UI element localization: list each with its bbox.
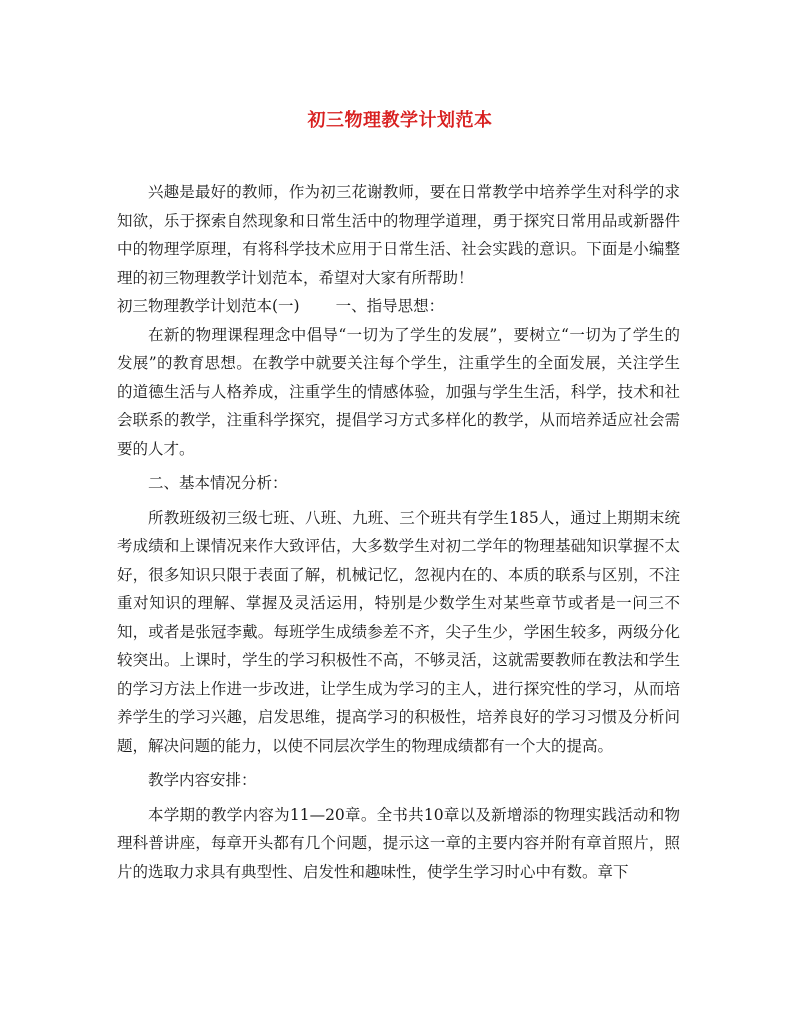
section-title: 初三物理教学计划范本(一) — [117, 297, 300, 315]
heading-guiding-ideology: 一、指导思想： — [335, 297, 445, 315]
intro-paragraph: 兴趣是最好的教师，作为初三花谢教师，要在日常教学中培养学生对科学的求知欲，乐于探索自然现象和日常生活中的物理学道理，勇于探究日常用品或新器件中的物理学原理，有将科学技术应用于日常生活、社会实践的意识。下面是小编整理的初三物理教学计划范本，希望对大家有所帮助！ — [117, 183, 680, 287]
heading-situation-analysis: 二、基本情况分析： — [148, 474, 288, 492]
content-arrangement-paragraph: 本学期的教学内容为11—20章。全书共10章以及新增添的物理实践活动和物理科普讲座，每章开头都有几个问题，提示这一章的主要内容并附有章首照片，照片的选取力求具有典型性、启发性和趣味性，使学生学习时心中有数。章下 — [117, 805, 680, 881]
document-title: 初三物理教学计划范本 — [307, 110, 493, 131]
section-title-line — [117, 292, 680, 321]
guiding-ideology-paragraph: 在新的物理课程理念中倡导“一切为了学生的发展”，要树立“一切为了学生的发展”的教育思想。在教学中就要关注每个学生，注重学生的全面发展，关注学生的道德生活与人格养成，注重学生的情感体验，加强与学生生活，科学，技术和社会联系的教学，注重科学探究，提倡学习方式多样化的教学，从而培养适应社会需要的人才。 — [117, 325, 680, 458]
heading-content-arrangement: 教学内容安排： — [148, 771, 257, 789]
document-body — [117, 178, 680, 886]
situation-analysis-paragraph: 所教班级初三级七班、八班、九班、三个班共有学生185人，通过上期期末统考成绩和上课情况来作大致评估，大多数学生对初二学年的物理基础知识掌握不太好，很多知识只限于表面了解，机械记忆，忽视内在的、本质的联系与区别，不注重对知识的理解、掌握及灵活运用，特别是少数学生对某些章节或者是一问三不知，或者是张冠李戴。每班学生成绩参差不齐，尖子生少，学困生较多，两级分化较突出。上课时，学生的学习积极性不高，不够灵活，这就需要教师在教法和学生的学习方法上作进一步改进，让学生成为学习的主人，进行探究性的学习，从而培养学生的学习兴趣，启发思维，提高学习的积极性，培养良好的学习习惯及分析问题，解决问题的能力，以使不同层次学生的物理成绩都有一个大的提高。 — [117, 508, 680, 755]
